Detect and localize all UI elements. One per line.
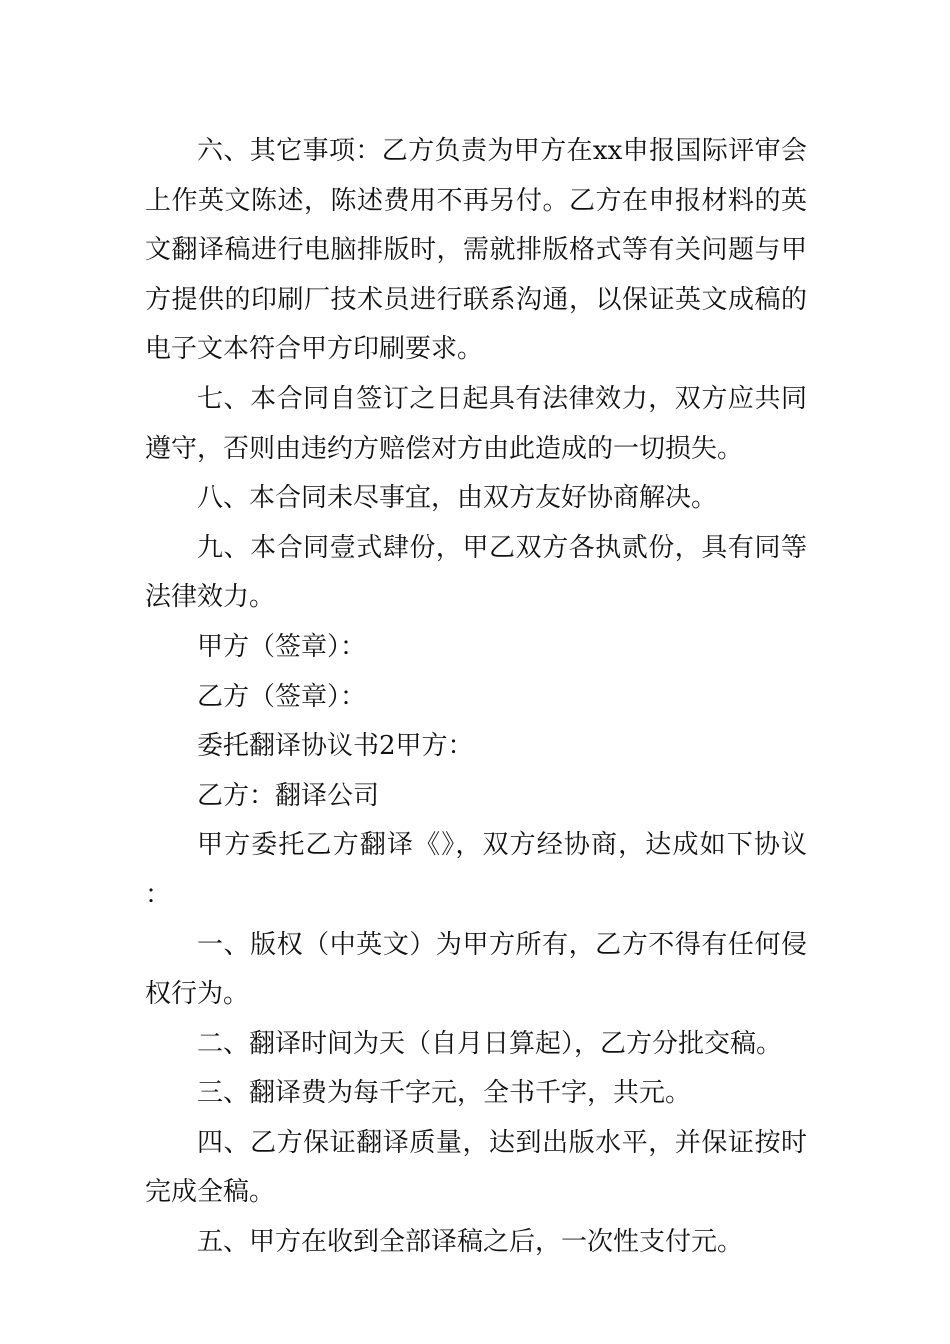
agreement-two-clause-four: 四、乙方保证翻译质量，达到出版水平，并保证按时完成全稿。 [145,1127,807,1208]
party-a-signature-line: 甲方（签章）： [197,631,367,662]
agreement-two-party-b: 乙方：翻译公司 [197,780,380,811]
agreement-two-clause-one: 一、版权（中英文）为甲方所有，乙方不得有任何侵权行为。 [145,929,807,1010]
party-b-signature-line: 乙方（签章）： [197,681,367,712]
agreement-two-preamble: 甲方委托乙方翻译《》，双方经协商，达成如下协议： [145,830,807,910]
clause-eight-unresolved-matters: 八、本合同未尽事宜，由双方友好协商解决。 [197,483,718,514]
clause-nine-copies: 九、本合同壹式肆份，甲乙双方各执贰份，具有同等法律效力。 [145,532,807,613]
clause-seven-legal-effect: 七、本合同自签订之日起具有法律效力，双方应共同遵守，否则由违约方赔偿对方由此造成的一切损失。 [145,383,807,464]
document-page [145,127,807,1268]
agreement-two-party-a: 委托翻译协议书2甲方： [197,731,474,762]
agreement-two-clause-five: 五、甲方在收到全部译稿之后，一次性支付元。 [197,1227,744,1258]
agreement-two-clause-three: 三、翻译费为每千字元，全书千字，共元。 [197,1078,692,1109]
agreement-two-clause-two: 二、翻译时间为天（自月日算起），乙方分批交稿。 [197,1028,783,1059]
clause-six-other-matters: 六、其它事项：乙方负责为甲方在xx申报国际评审会上作英文陈述，陈述费用不再另付。乙方在申报材料的英文翻译稿进行电脑排版时，需就排版格式等有关问题与甲方提供的印刷厂技术员进行联系沟通，以保证英文成稿的电子文本符合甲方印刷要求。 [145,136,807,365]
